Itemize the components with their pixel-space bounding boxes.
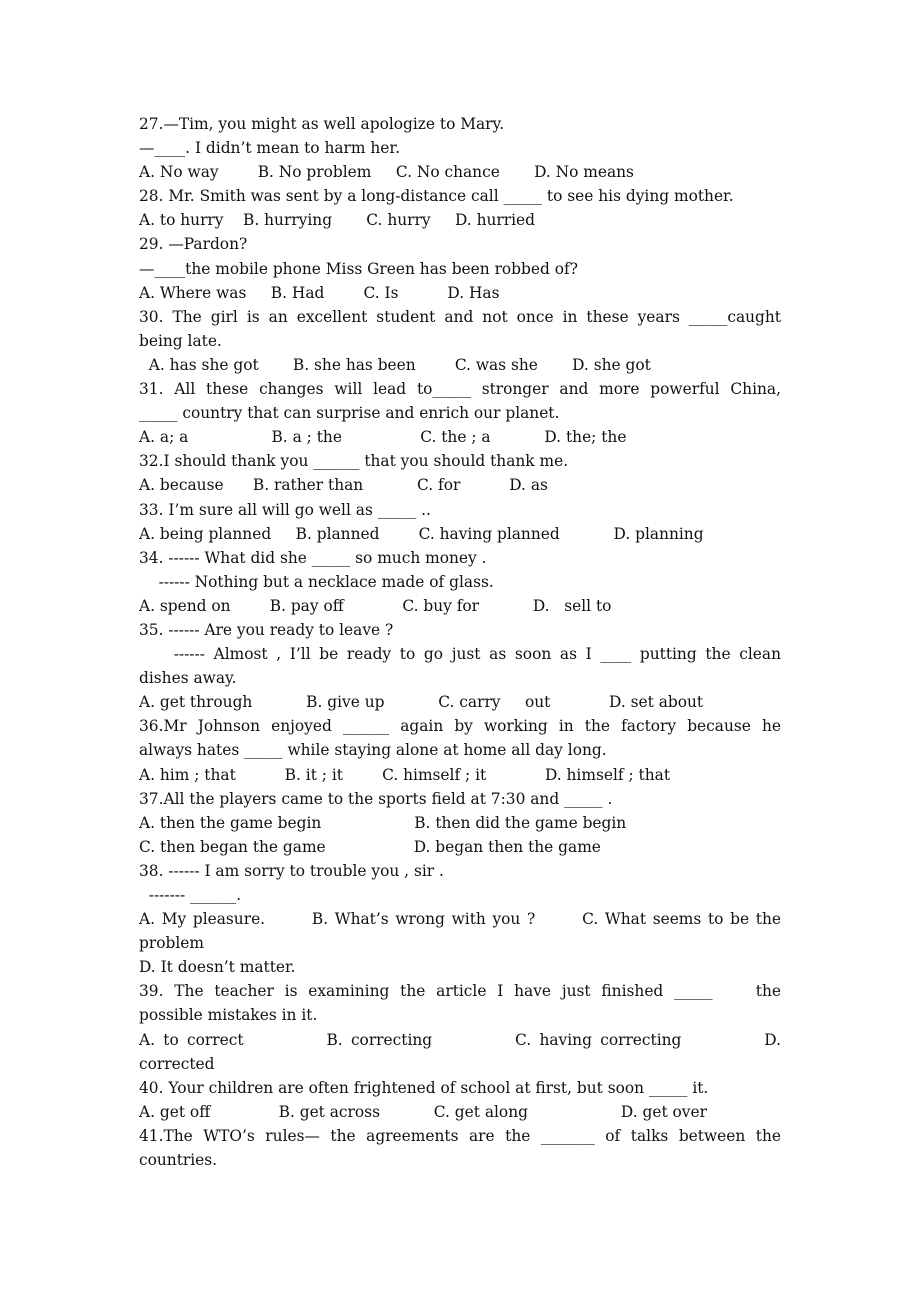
text-line: A. spend on B. pay off C. buy for D. sell to	[139, 596, 612, 615]
text-line: 36.Mr Johnson enjoyed ______ again by working in the factory because he	[139, 717, 781, 736]
text-line: problem	[139, 934, 204, 953]
text-line: —____. I didn’t mean to harm her.	[139, 139, 400, 158]
text-line: corrected	[139, 1054, 215, 1073]
text-line: —____the mobile phone Miss Green has been robbed of?	[139, 259, 578, 278]
text-line: ------- ______.	[139, 886, 242, 904]
text-line: ------ Nothing but a necklace made of glass.	[139, 572, 494, 591]
text-line: 39. The teacher is examining the article I have just finished _____ the	[139, 982, 781, 1001]
text-line: 29. —Pardon?	[139, 235, 248, 254]
text-line: A. My pleasure. B. What’s wrong with you ? C. What seems to be the	[139, 910, 781, 929]
text-line: 28. Mr. Smith was sent by a long-distance call _____ to see his dying mother.	[139, 187, 734, 206]
text-line: A. get off B. get across C. get along D. get over	[139, 1102, 707, 1121]
text-line: 32.I should thank you ______ that you should thank me.	[139, 452, 569, 471]
text-line: 37.All the players came to the sports field at 7:30 and _____ .	[139, 789, 613, 808]
text-line: A. a; a B. a ; the C. the ; a D. the; the	[139, 428, 627, 447]
text-line: always hates _____ while staying alone at home all day long.	[139, 741, 607, 760]
text-line: being late.	[139, 331, 222, 350]
text-line: countries.	[139, 1151, 218, 1170]
text-line: A. to correct B. correcting C. having correcting D.	[139, 1030, 781, 1049]
text-line: C. then began the game D. began then the game	[139, 837, 601, 856]
text-line: A. has she got B. she has been C. was she D. she got	[139, 355, 651, 374]
text-line: 38. ------ I am sorry to trouble you , sir .	[139, 861, 444, 880]
text-line: A. being planned B. planned C. having planned D. planning	[139, 524, 704, 543]
text-line: 33. I’m sure all will go well as _____ ..	[139, 500, 431, 519]
text-line: 34. ------ What did she _____ so much money .	[139, 548, 487, 567]
text-line: dishes away.	[139, 669, 237, 688]
text-line: A. get through B. give up C. carry out D. set about	[139, 693, 704, 712]
text-line: ------ Almost , I’ll be ready to go just as soon as I ____ putting the clean	[139, 645, 781, 664]
text-line: _____ country that can surprise and enrich our planet.	[139, 404, 560, 423]
text-line: A. Where was B. Had C. Is D. Has	[139, 283, 500, 302]
text-line: 41.The WTO’s rules— the agreements are the _______ of talks between the	[139, 1126, 781, 1145]
text-line: possible mistakes in it.	[139, 1006, 318, 1025]
text-line: A. him ; that B. it ; it C. himself ; it D. himself ; that	[139, 765, 670, 784]
text-line: 40. Your children are often frightened of school at first, but soon _____ it.	[139, 1078, 709, 1097]
text-line: 31. All these changes will lead to_____ stronger and more powerful China,	[139, 380, 781, 399]
text-line: A. then the game begin B. then did the game begin	[139, 813, 627, 832]
text-line: A. because B. rather than C. for D. as	[139, 476, 548, 495]
text-line: D. It doesn’t matter.	[139, 958, 296, 977]
text-line: 35. ------ Are you ready to leave ?	[139, 620, 394, 639]
text-line: 27.—Tim, you might as well apologize to Mary.	[139, 115, 505, 133]
text-line: 30. The girl is an excellent student and not once in these years _____caught	[139, 307, 781, 326]
text-line: A. to hurry B. hurrying C. hurry D. hurried	[139, 211, 536, 230]
document-body	[139, 112, 781, 1172]
text-line: A. No way B. No problem C. No chance D. No means	[139, 163, 634, 182]
